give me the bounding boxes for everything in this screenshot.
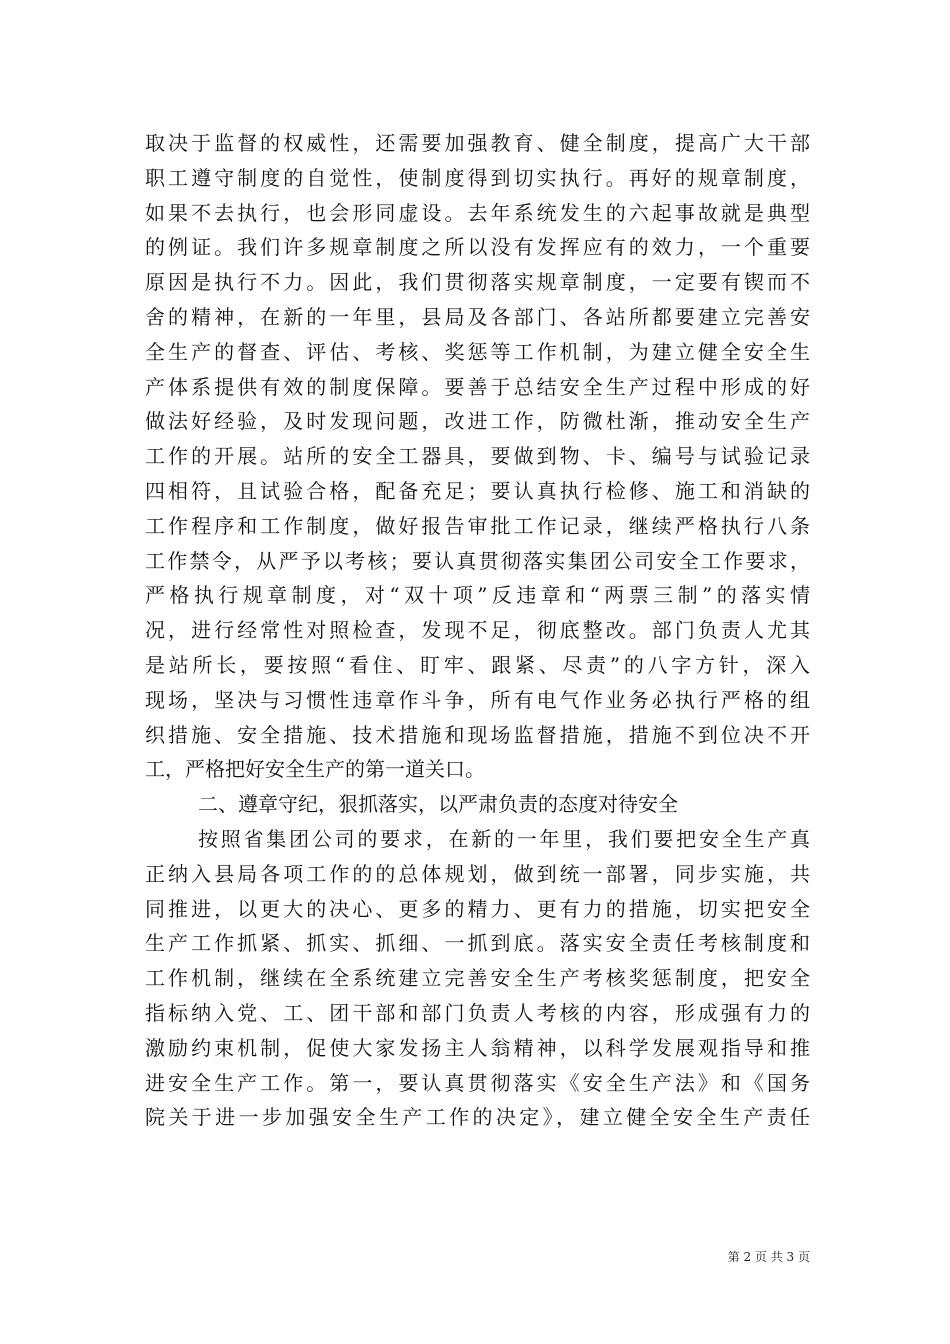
text-line: 按照省集团公司的要求，在新的一年里，我们要把安全生产真 — [198, 826, 810, 851]
text-line: 现场，坚决与习惯性违章作斗争，所有电气作业务必执行严格的组 — [145, 687, 810, 712]
text-line: 产体系提供有效的制度保障。要善于总结安全生产过程中形成的好 — [145, 374, 810, 399]
text-line: 是站所长，要按照“看住、盯牢、跟紧、尽责”的八字方针，深入 — [145, 652, 810, 677]
text-line: 的例证。我们许多规章制度之所以没有发挥应有的效力，一个重要 — [145, 235, 810, 260]
text-line: 舍的精神，在新的一年里，县局及各部门、各站所都要建立完善安 — [145, 304, 810, 329]
text-line: 如果不去执行，也会形同虚设。去年系统发生的六起事故就是典型 — [145, 200, 810, 225]
text-line: 同推进，以更大的决心、更多的精力、更有力的措施，切实把安全 — [145, 896, 810, 921]
text-line: 院关于进一步加强安全生产工作的决定》，建立健全安全生产责任 — [145, 1105, 810, 1130]
text-line: 激励约束机制，促使大家发扬主人翁精神，以科学发展观指导和推 — [145, 1035, 810, 1060]
text-line: 严格执行规章制度，对“双十项”反违章和“两票三制”的落实情 — [145, 583, 810, 608]
document-body — [145, 126, 810, 1135]
text-line: 工作的开展。站所的安全工器具，要做到物、卡、编号与试验记录 — [145, 444, 810, 469]
text-line: 工，严格把好安全生产的第一道关口。 — [145, 757, 485, 782]
text-line: 原因是执行不力。因此，我们贯彻落实规章制度，一定要有锲而不 — [145, 270, 810, 295]
text-line: 工作机制，继续在全系统建立完善安全生产考核奖惩制度，把安全 — [145, 966, 810, 991]
section-heading: 二、遵章守纪，狠抓落实，以严肃负责的态度对待安全 — [198, 792, 678, 817]
text-line: 职工遵守制度的自觉性，使制度得到切实执行。再好的规章制度， — [145, 165, 810, 190]
text-line: 正纳入县局各项工作的的总体规划，做到统一部署，同步实施，共 — [145, 861, 810, 886]
text-line: 指标纳入党、工、团干部和部门负责人考核的内容，形成强有力的 — [145, 1000, 810, 1025]
text-line: 工作程序和工作制度，做好报告审批工作记录，继续严格执行八条 — [145, 513, 810, 538]
text-line: 生产工作抓紧、抓实、抓细、一抓到底。落实安全责任考核制度和 — [145, 931, 810, 956]
page-indicator: 第 2 页 共 3 页 — [727, 1250, 810, 1264]
text-line: 工作禁令，从严予以考核；要认真贯彻落实集团公司安全工作要求， — [145, 548, 810, 573]
text-line: 取决于监督的权威性，还需要加强教育、健全制度，提高广大干部 — [145, 131, 810, 155]
text-line: 全生产的督查、评估、考核、奖惩等工作机制，为建立健全安全生 — [145, 339, 810, 364]
text-line: 进安全生产工作。第一，要认真贯彻落实《安全生产法》和《国务 — [145, 1070, 810, 1095]
text-line: 做法好经验，及时发现问题，改进工作，防微杜渐，推动安全生产 — [145, 409, 810, 434]
text-line: 织措施、安全措施、技术措施和现场监督措施，措施不到位决不开 — [145, 722, 810, 747]
text-line: 四相符，且试验合格，配备充足；要认真执行检修、施工和消缺的 — [145, 478, 810, 503]
text-line: 况，进行经常性对照检查，发现不足，彻底整改。部门负责人尤其 — [145, 618, 810, 643]
